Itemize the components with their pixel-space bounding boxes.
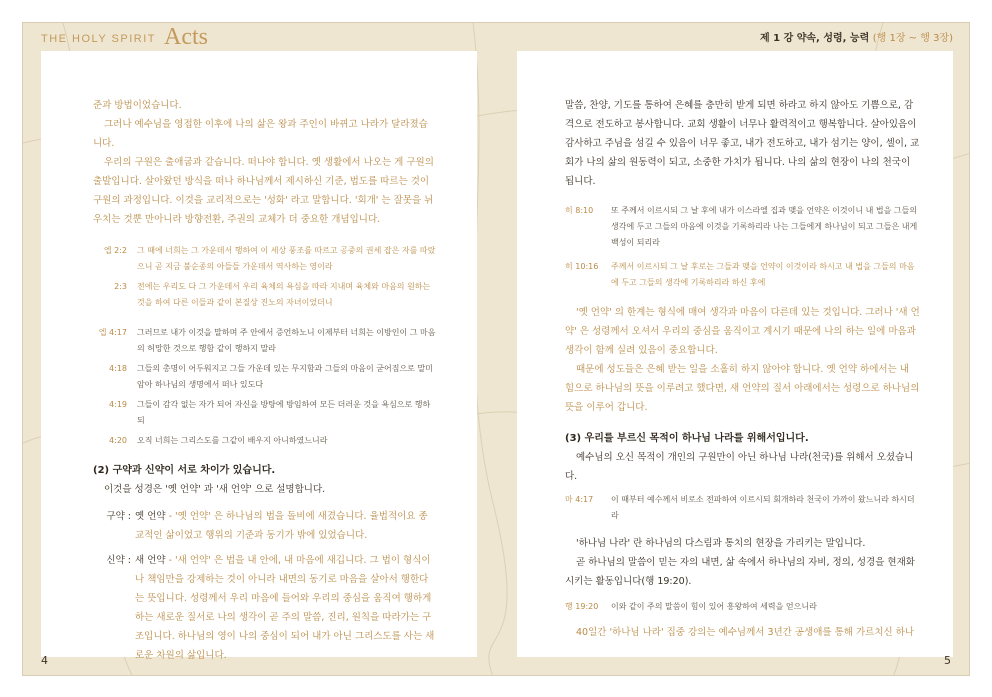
verse-ref: 히 8:10 <box>565 206 594 215</box>
verse-ref: 엡 4:17 <box>98 328 127 337</box>
verse-row <box>565 203 921 251</box>
section-heading: (3) 우리를 부르신 목적이 하나님 나라를 위해서입니다. <box>565 433 809 444</box>
left-page-body <box>93 96 436 665</box>
verse-row <box>93 279 436 311</box>
paragraph: 이것을 성경은 '옛 언약' 과 '새 언약' 으로 설명합니다. <box>104 484 326 495</box>
verse-row <box>565 492 921 524</box>
verse-text: 그러므로 내가 이것을 말하며 주 안에서 증언하노니 이제부터 너희는 이방인이 그 마음의 허망한 것으로 행함 같이 행하지 말라 <box>137 328 436 353</box>
verse-ref: 마 4:17 <box>565 495 594 504</box>
verse-row <box>93 433 436 449</box>
verse-row <box>565 259 921 291</box>
verse-text: 그들의 총명이 어두워지고 그들 가운데 있는 무지함과 그들의 마음이 굳어짐으로 말미암아 하나님의 생명에서 떠나 있도다 <box>137 364 433 389</box>
running-header-left <box>41 23 208 49</box>
paragraph: 그러나 예수님을 영접한 이후에 나의 삶은 왕과 주인이 바뀌고 나라가 달라졌습니다. <box>93 119 428 149</box>
definition-term: 새 언약 <box>135 555 166 566</box>
paragraph: 우리의 구원은 출애굽과 같습니다. 떠나야 합니다. 옛 생활에서 나오는 게 구원의 출발입니다. 살아왔던 방식을 떠나 하나님께서 제시하신 기준, 법도를 따르는 것이 구원의 과정입니다. 이것을 교리적으로는 '성화' 라고 말합니다. '회개' 는 잘못을 뉘우치는 것뿐 만아니라 방향전환, 주권의 교체가 더 중요한 개념입니다. <box>93 157 434 225</box>
verse-ref: 2:3 <box>114 282 127 291</box>
header-series: THE HOLY SPIRIT <box>41 33 157 45</box>
verse-text: 오직 너희는 그리스도를 그같이 배우지 아니하였느니라 <box>137 436 328 445</box>
definition-row <box>93 507 436 545</box>
book-spread <box>22 22 970 676</box>
header-chapter-range: (행 1장 ~ 행 3장) <box>872 33 953 44</box>
verse-text: 이 때부터 예수께서 비로소 전파하여 이르시되 회개하라 천국이 가까이 왔느니라 하시더라 <box>611 495 915 520</box>
header-chapter-title: 제 1 강 약속, 성령, 능력 <box>760 33 870 44</box>
paragraph: 40일간 '하나님 나라' 집중 강의는 예수님께서 3년간 공생애를 통해 가르치신 하나 <box>576 627 915 638</box>
definition-text: - '옛 언약' 은 하나님의 법을 돌비에 새겼습니다. 율법적이요 종교적인 삶이었고 행위의 기준과 동기가 밖에 있었습니다. <box>135 511 428 541</box>
verse-text: 주께서 이르시되 그 날 후로는 그들과 맺을 언약이 이것이라 하시고 내 법을 그들의 마음에 두고 그들의 생각에 기록하리라 하신 후에 <box>611 262 915 287</box>
paragraph: 예수님의 오신 목적이 개인의 구원만이 아닌 하나님 나라(천국)를 위해서 오셨습니다. <box>565 452 914 482</box>
verse-row <box>565 599 921 615</box>
definition-term: 옛 언약 <box>135 511 166 522</box>
header-book-title: Acts <box>164 24 209 50</box>
verse-row <box>93 397 436 429</box>
verse-ref: 4:19 <box>109 400 127 409</box>
verse-ref: 4:18 <box>109 364 127 373</box>
paragraph: 곧 하나님의 말씀이 믿는 자의 내면, 삶 속에서 하나님의 자비, 정의, 성경을 현재화 시키는 활동입니다(행 19:20). <box>565 557 915 587</box>
verse-block <box>93 325 436 449</box>
definition-label: 신약 : <box>106 555 131 566</box>
right-page-body <box>565 96 921 642</box>
verse-row <box>93 243 436 275</box>
paragraph: '옛 언약' 의 한계는 형식에 매여 생각과 마음이 다른데 있는 것입니다. 그러나 '새 언약' 은 성령께서 오셔서 우리의 중심을 움직이고 계시기 때문에 나의 하는 일에 마음과 생각이 함께 실려 있음이 중요합니다. <box>565 307 920 356</box>
definition-label: 구약 : <box>106 511 131 522</box>
verse-ref: 4:20 <box>109 436 127 445</box>
verse-text: 그 때에 너희는 그 가운데서 행하여 이 세상 풍조를 따르고 공중의 권세 잡은 자를 따랐으니 곧 지금 불순종의 아들들 가운데서 역사하는 영이라 <box>137 246 436 271</box>
verse-block <box>565 203 921 291</box>
verse-ref: 히 10:16 <box>565 262 599 271</box>
verse-ref: 엡 2:2 <box>103 246 127 255</box>
paragraph: '하나님 나라' 란 하나님의 다스림과 통치의 현장을 가리키는 말입니다. <box>576 538 866 549</box>
verse-block <box>93 243 436 311</box>
verse-text: 이와 같이 주의 말씀이 힘이 있어 흥왕하여 세력을 얻으니라 <box>611 602 817 611</box>
paragraph: 말씀, 찬양, 기도를 통하여 은혜를 충만히 받게 되면 하라고 하지 않아도 기쁨으로, 감격으로 전도하고 봉사합니다. 교회 생활이 너무나 활력적이고 행복합니다. 살아있음이 감사하고 주님을 섬길 수 있음이 너무 좋고, 내가 전도하고, 내가 섬기는 양이, 셀이, 교회가 나의 삶의 원동력이 되고, 소중한 가치가 됩니다. 나의 삶의 현장이 나의 천국이 됩니다. <box>565 100 920 187</box>
verse-ref: 행 19:20 <box>565 602 599 611</box>
page-number-right: 5 <box>944 654 951 667</box>
definition-text: - '새 언약' 은 법을 내 안에, 내 마음에 새깁니다. 그 법이 형식이나 책임만을 강제하는 것이 아니라 내면의 동기로 마음을 살아서 행한다는 뜻입니다. 성령께서 우리 마음에 들어와 우리의 중심을 움직여 행하게 하는 새로운 질서로 나의 생각이 곧 주의 말씀, 진리, 원칙을 따라가는 구조입니다. 하나님의 영이 나의 중심이 되어 내가 아닌 그리스도를 사는 새로운 차원의 삶입니다. <box>135 555 435 661</box>
page-number-left: 4 <box>41 654 48 667</box>
section-heading: (2) 구약과 신약이 서로 차이가 있습니다. <box>93 465 276 476</box>
verse-text: 또 주께서 이르시되 그 날 후에 내가 이스라엘 집과 맺을 언약은 이것이니 내 법을 그들의 생각에 두고 그들의 마음에 이것을 기록하리라 나는 그들에게 하나님이 되고 그들은 내게 백성이 되리라 <box>611 206 918 247</box>
verse-row <box>93 361 436 393</box>
verse-text: 그들이 감각 없는 자가 되어 자신을 방탕에 방임하여 모든 더러운 것을 욕심으로 행하되 <box>137 400 431 425</box>
definition-row <box>93 551 436 665</box>
paragraph: 때문에 성도들은 은혜 받는 일을 소홀히 하지 않아야 합니다. 옛 언약 하에서는 내 힘으로 하나님의 뜻을 이루려고 했다면, 새 언약의 질서 아래에서는 성령으로 하나님의 뜻을 이루어 갑니다. <box>565 364 920 413</box>
paragraph: 준과 방법이었습니다. <box>93 100 182 111</box>
verse-row <box>93 325 436 357</box>
running-header-right <box>760 29 953 44</box>
left-page <box>41 51 477 661</box>
verse-text: 전에는 우리도 다 그 가운데서 우리 육체의 욕심을 따라 지내며 육체와 마음의 원하는 것을 하여 다른 이들과 같이 본질상 진노의 자녀이었더니 <box>137 282 431 307</box>
right-page <box>517 51 953 657</box>
